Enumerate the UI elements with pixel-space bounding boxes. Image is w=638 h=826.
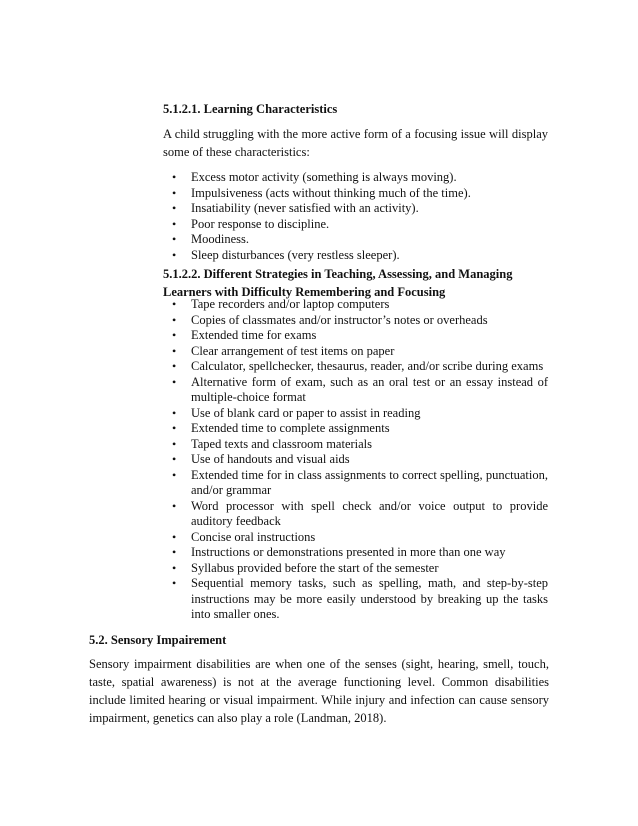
learning-characteristics-intro: A child struggling with the more active form of a focusing issue will display some of these characteristics: [163,127,548,159]
learning-characteristics-list [163,170,548,263]
list-item: • Clear arrangement of test items on paper [172,343,395,358]
bullet-icon: • [172,467,177,482]
bullet-icon: • [172,216,177,231]
bullet-icon: • [172,545,177,559]
list-item: • Word processor with spell check and/or voice output to provide auditory feedback [172,498,548,528]
bullet-icon: • [172,498,177,513]
heading-learning-characteristics: 5.1.2.1. Learning Characteristics [163,102,338,116]
bullet-icon: • [172,247,177,262]
heading-sensory-impairement: 5.2. Sensory Impairement [89,633,227,647]
list-item: • Tape recorders and/or laptop computers [172,297,390,311]
bullet-icon: • [172,328,177,342]
bullet-icon: • [172,529,177,544]
list-item: • Excess motor activity (something is always moving). [172,170,457,184]
strategies-list [163,297,548,623]
bullet-icon: • [172,359,177,373]
heading-different-strategies: 5.1.2.2. Different Strategies in Teaching, Assessing, and Managing Learners with Difficulty Remembering and Focusing [163,267,513,299]
list-item: • Impulsiveness (acts without thinking much of the time). [172,185,471,200]
list-item: • Syllabus provided before the start of the semester [172,560,439,575]
bullet-icon: • [172,576,177,590]
list-item: • Moodiness. [172,232,249,246]
list-item: • Poor response to discipline. [172,216,330,231]
bullet-icon: • [172,436,177,451]
list-item: • Calculator, spellchecker, thesaurus, reader, and/or scribe during exams [172,359,544,373]
list-item: • Concise oral instructions [172,529,316,544]
list-item: • Use of handouts and visual aids [172,452,350,466]
bullet-icon: • [172,405,177,420]
list-item: • Insatiability (never satisfied with an activity). [172,201,419,215]
list-item: • Extended time to complete assignments [172,421,390,435]
list-item: • Instructions or demonstrations presented in more than one way [172,545,506,559]
list-item: • Sleep disturbances (very restless sleeper). [172,247,400,262]
list-item: • Copies of classmates and/or instructor’s notes or overheads [172,312,488,327]
bullet-icon: • [172,185,177,200]
bullet-icon: • [172,312,177,327]
list-item: • Taped texts and classroom materials [172,436,373,451]
list-item: • Extended time for exams [172,328,317,342]
bullet-icon: • [172,232,177,246]
bullet-icon: • [172,343,177,358]
bullet-icon: • [172,374,177,389]
bullet-icon: • [172,452,177,466]
bullet-icon: • [172,560,177,575]
list-item: • Use of blank card or paper to assist in reading [172,405,421,420]
bullet-icon: • [172,201,177,215]
sensory-impairement-body: Sensory impairment disabilities are when one of the senses (sight, hearing, smell, touch, taste, spatial awareness) is not at the average functioning level. Common disabilities include limited hearing or visual impairment. While injury and infection can cause sensory impairment, genetics can also play a role (Landman, 2018). [89,657,549,725]
bullet-icon: • [172,170,177,184]
list-item: • Alternative form of exam, such as an oral test or an essay instead of multiple-choice format [172,374,548,404]
list-item: • Extended time for in class assignments to correct spelling, punctuation, and/or grammar [172,467,548,497]
bullet-icon: • [172,421,177,435]
bullet-icon: • [172,297,177,311]
list-item: • Sequential memory tasks, such as spelling, math, and step-by-step instructions may be more easily understood by breaking up the tasks into smaller ones. [172,576,548,621]
